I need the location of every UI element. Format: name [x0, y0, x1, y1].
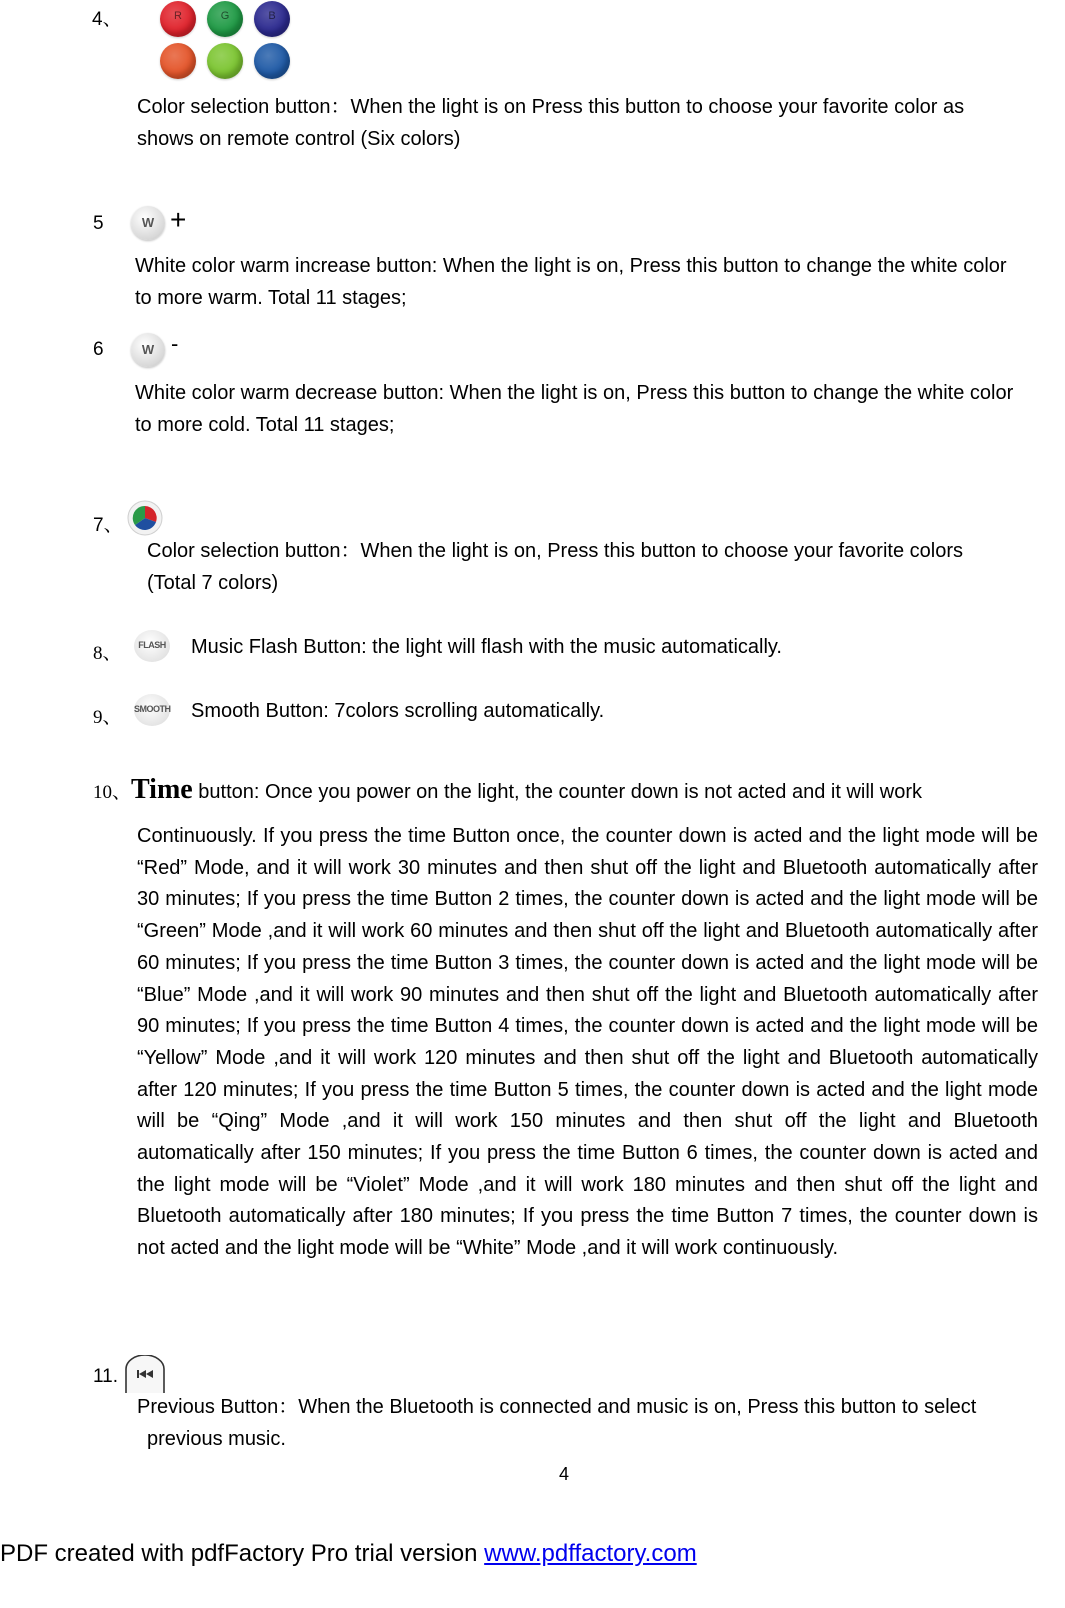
item-7-text-line1: Color selection button：When the light is on, Press this button to choose your favorite colors [147, 540, 963, 562]
white-warm-button-icon: W [131, 206, 165, 240]
item-9-number: 9、 [93, 707, 122, 728]
smooth-button-icon: SMOOTH [134, 694, 170, 726]
blue-button-icon: B [254, 1, 290, 37]
item-5-text: White color warm increase button: When the light is on, Press this button to change the white color to more warm. Total 11 stages; [135, 255, 1007, 309]
item-5-plus: + [170, 204, 187, 235]
item-7-number: 7、 [93, 515, 123, 536]
item-10-title: Time [131, 774, 193, 805]
item-4-text-line1: Color selection button：When the light is on Press this button to choose your favorite color as [137, 96, 965, 118]
item-8-text: Music Flash Button: the light will flash with the music automatically. [191, 636, 782, 658]
item-7-text-line2: (Total 7 colors) [147, 572, 279, 594]
item-4-text-line2: shows on remote control (Six colors) [137, 128, 461, 150]
dark-blue-button-icon [254, 43, 290, 79]
item-10-body: Continuously. If you press the time Button once, the counter down is acted and the light mode will be “Red” Mode, and it will work 30 minutes and then shut off the light and Bluetooth automatically after 30 minutes; If you press the time Button 2 times, the counter down is acted and the light mode will be “Green” Mode ,and it will work 60 minutes and then shut off the light and Bluetooth automatically after 60 minutes; If you press the time Button 3 times, the counter down is acted and the light mode will be “Blue” Mode ,and it will work 90 minutes and then shut off the light and Bluetooth automatically after 90 minutes; If you press the time Button 4 times, the counter down is acted and the light mode will be “Yellow” Mode ,and it will work 120 minutes and then shut off the light and Bluetooth automatically after 120 minutes; If you press the time Button 5 times, the counter down is acted and the light mode will be “Qing” Mode ,and it will work 150 minutes and then shut off the light and Bluetooth automatically after 150 minutes; If you press the time Button 6 times, the counter down is acted and the light mode will be “Violet” Mode ,and it will work 180 minutes and then shut off the light and Bluetooth automatically after 180 minutes; If you press the time Button 7 times, the counter down is not acted and the light mode will be “White” Mode ,and it will work continuously. [137, 825, 1038, 1260]
page-number: 4 [559, 1464, 570, 1484]
item-10-first-line: button: Once you power on the light, the counter down is not acted and it will work [192, 781, 923, 803]
pdf-footer [0, 1540, 697, 1568]
item-10-number: 10、 [93, 782, 132, 803]
multicolor-button-icon [127, 500, 163, 536]
flash-button-icon: FLASH [134, 630, 170, 662]
footer-text: PDF created with pdfFactory Pro trial version [0, 1540, 485, 1567]
item-11-number: 11. [93, 1366, 119, 1387]
item-4-number: 4、 [92, 9, 122, 30]
white-cold-button-icon: W [131, 333, 165, 367]
item-10-heading-line [93, 774, 922, 806]
item-11-text-line2: previous music. [147, 1428, 286, 1450]
light-green-button-icon [207, 43, 243, 79]
item-11-text-line1: Previous Button：When the Bluetooth is connected and music is on, Press this button to select [137, 1396, 977, 1418]
previous-track-icon [124, 1355, 166, 1395]
item-5-number: 5 [93, 213, 104, 234]
red-button-icon: R [160, 1, 196, 37]
item-8-number: 8、 [93, 643, 122, 664]
item-6-minus: - [171, 331, 179, 356]
item-6-number: 6 [93, 339, 104, 360]
pdffactory-link[interactable]: www.pdffactory.com [484, 1540, 697, 1567]
green-button-icon: G [207, 1, 243, 37]
item-6-text: White color warm decrease button: When the light is on, Press this button to change the white color to more cold. Total 11 stages; [135, 382, 1014, 436]
item-9-text: Smooth Button: 7colors scrolling automatically. [191, 700, 605, 722]
rgb-color-buttons-image [158, 0, 298, 82]
orange-button-icon [160, 43, 196, 79]
